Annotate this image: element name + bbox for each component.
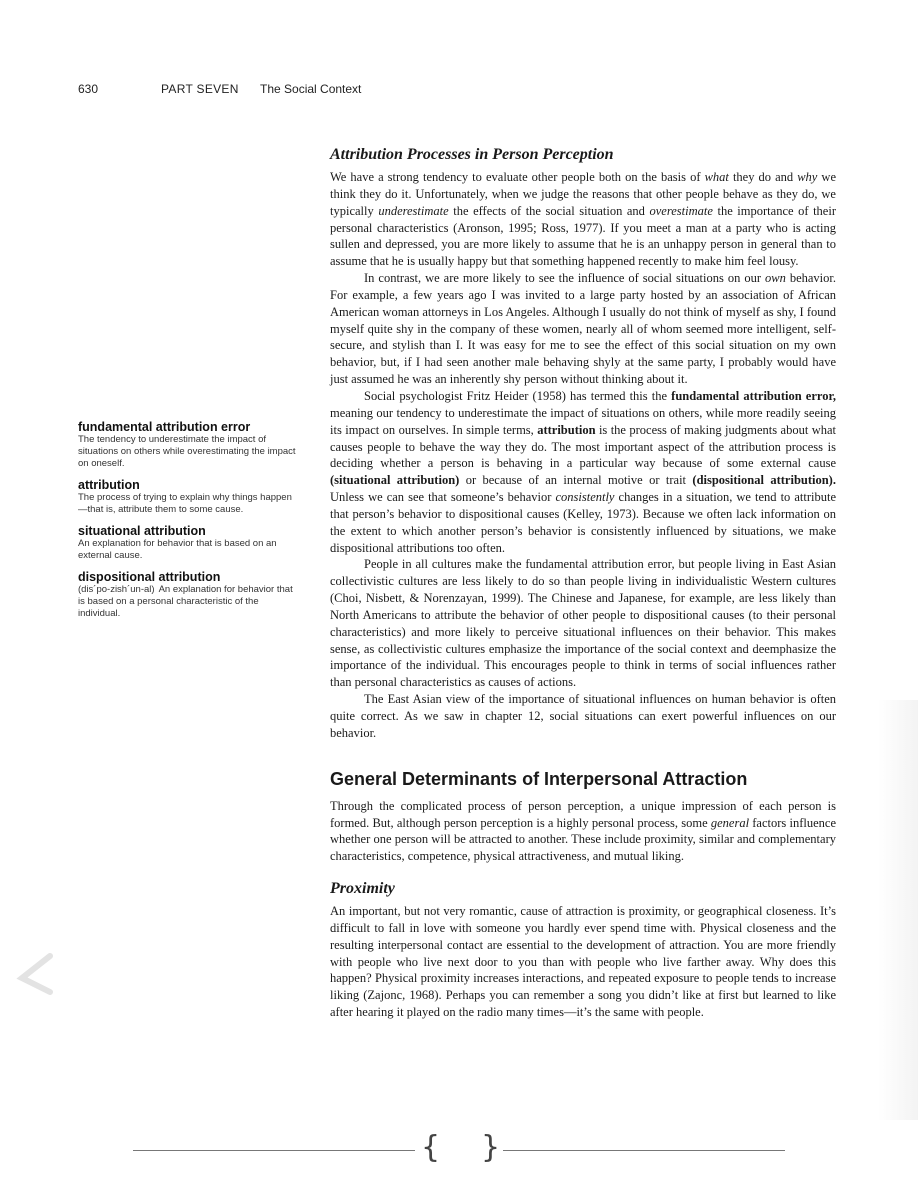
glossary-margin [78,420,300,628]
glossary-term: situational attribution [78,524,206,538]
chapter-title: The Social Context [260,82,362,96]
main-text-column [330,145,836,1021]
paragraph: In contrast, we are more likely to see the influence of social situations on our own behavior. For example, a few years ago I was invited to a large party hosted by an association of African American woman attorneys in Los Angeles. Although I usually do not think of myself as shy, I found myself quite shy in the company of these women, nearly all of whom seemed more intelligent, self-secure, and stylish than I. It was easy for me to see the effect of this social situation on my own behavior, but, if I had seen another male behaving shyly at the same party, I probably would have just assumed he was an inherently shy person without thinking about it. [330,271,836,387]
glossary-entry [78,570,300,620]
glossary-definition: An explanation for behavior that is based on an external cause. [78,538,277,561]
paragraph: Through the complicated process of person perception, a unique impression of each person is formed. But, although person perception is a highly personal process, some general factors influence whether one person will be attracted to another. These include proximity, similar and complementary characteristics, competence, physical attractiveness, and mutual liking. [330,798,837,864]
glossary-entry [78,524,300,562]
section-heading-interpersonal-attraction: General Determinants of Interpersonal Attraction [330,768,748,789]
glossary-definition: The process of trying to explain why things happen—that is, attribute them to some cause. [78,492,292,515]
page-number: 630 [78,82,99,96]
right-brace-icon: } [481,1130,501,1165]
glossary-definition-text: An explanation for behavior that is based on a personal characteristic of the individual. [78,584,293,619]
paragraph: An important, but not very romantic, cause of attraction is proximity, or geographical closeness. It’s difficult to fall in love with someone you hardly ever spend time with. Physical closeness and the resulting interpersonal contact are essential to the development of attraction. You are more friendly with people who live next door to you than with people who live farther away. Why does this happen? Physical proximity increases interactions, and repeated exposure to people tends to increase liking (Zajonc, 1968). Perhaps you can remember a song you didn’t like at first but learned to like after hearing it played on the radio many times—it’s the same with people. [330,904,836,1020]
glossary-term: attribution [78,478,140,492]
section-heading-attribution: Attribution Processes in Person Perception [330,146,614,163]
page-footer [133,1130,785,1170]
glossary-definition [78,584,300,620]
footer-rule-left [133,1150,415,1151]
paragraph: Social psychologist Fritz Heider (1958) has termed this the fundamental attribution error, meaning our tendency to underestimate the impact of situations on others, while more readily seeing its impact on ourselves. In simple terms, attribution is the process of making judgments about what causes people to behave the way they do. The most important aspect of the attribution process is deciding whether a person is behaving in a particular way because of some external cause (situational attribution) or because of an internal motive or trait (dispositional attribution). Unless we can see that someone’s behavior consistently changes in a situation, we tend to attribute that person’s behavior to dispositional causes (Kelley, 1973). Because we often lack information on the extent to which another person’s behavior is consistently influenced by situations, we make dispositional attributions too often. [330,388,837,555]
glossary-term: dispositional attribution [78,570,221,584]
glossary-entry [78,420,300,470]
glossary-pronunciation: (dis´po-zish´un-al) [78,584,155,595]
scan-artifact-chevron-icon [14,952,54,996]
left-brace-icon: { [421,1130,441,1165]
paragraph: The East Asian view of the importance of situational influences on human behavior is often quite correct. As we saw in chapter 12, social situations can exert powerful influences on our behavior. [330,692,836,740]
footer-rule-right [503,1150,785,1151]
scan-edge-shade [878,700,918,1120]
glossary-definition: The tendency to underestimate the impact of situations on others while overestimating the impact on oneself. [78,434,296,469]
part-label: PART SEVEN [161,82,239,96]
paragraph: We have a strong tendency to evaluate other people both on the basis of what they do and why we think they do it. Unfortunately, when we judge the reasons that other people behave as they do, we typically underestimate the effects of the social situation and overestimate the importance of their personal characteristics (Aronson, 1995; Ross, 1977). If you meet a man at a party who is acting sullen and depressed, you are more likely to assume that he is an unhappy person in general than to assume that he is usually happy but that something happened recently to make him feel lousy. [330,170,837,269]
glossary-term: fundamental attribution error [78,420,251,434]
section-heading-proximity: Proximity [330,880,395,898]
glossary-entry [78,478,300,516]
paragraph: People in all cultures make the fundamental attribution error, but people living in East Asian collectivistic cultures are less likely to do so than people living in individualistic Western cultures (Choi, Nisbett, & Norenzayan, 1999). The Chinese and Japanese, for example, are less likely than North Americans to attribute the behavior of other people to dispositional causes (to their personal characteristics) and more likely to perceive situational influences on their behavior. This makes sense, as collectivistic cultures emphasize the importance of the social context and deemphasize the importance of the individual. This encourages people to think in terms of social influences rather than personal characteristics as causes of actions. [330,557,836,690]
